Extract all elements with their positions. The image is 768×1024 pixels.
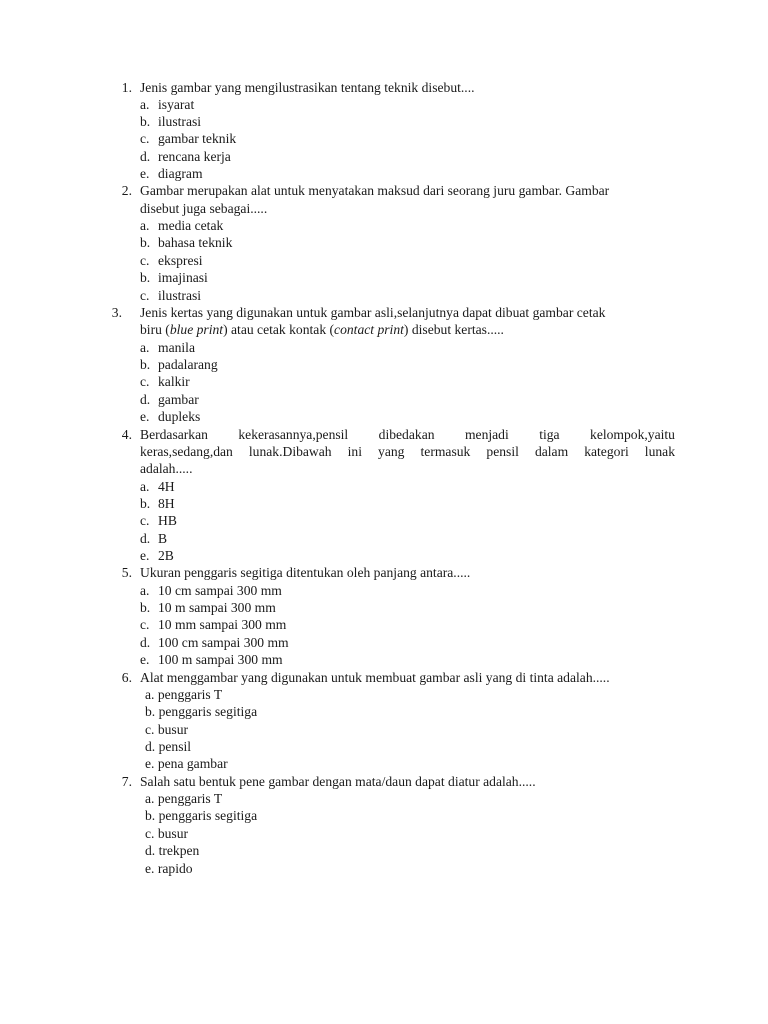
option-text: 10 m sampai 300 mm xyxy=(158,600,276,615)
option-letter: a. xyxy=(140,218,150,233)
option-text: ilustrasi xyxy=(158,288,202,303)
question-text: keras,sedang,dan lunak.Dibawah ini yang termasuk pensil dalam kategori lunak xyxy=(140,444,675,459)
option-text: 10 cm sampai 300 mm xyxy=(158,583,282,598)
option-text: e. rapido xyxy=(145,861,193,876)
option-letter: b. xyxy=(140,496,151,511)
question-text: adalah..... xyxy=(140,461,193,476)
option-letter: d. xyxy=(140,531,151,546)
option-text: a. penggaris T xyxy=(145,687,223,702)
option-text: 2B xyxy=(158,548,174,563)
option-letter: a. xyxy=(140,479,150,494)
option-text: b. penggaris segitiga xyxy=(145,704,258,719)
option-text: padalarang xyxy=(158,357,218,372)
option-text: dupleks xyxy=(158,409,201,424)
option-letter: d. xyxy=(140,635,151,650)
option-text: d. trekpen xyxy=(145,843,200,858)
option-text: bahasa teknik xyxy=(158,235,233,250)
option-letter: b. xyxy=(140,114,151,129)
option-text: 100 m sampai 300 mm xyxy=(158,652,283,667)
option-letter: c. xyxy=(140,617,150,632)
option-letter: e. xyxy=(140,409,150,424)
option-text: manila xyxy=(158,340,195,355)
option-letter: c. xyxy=(140,131,150,146)
question-text: Jenis kertas yang digunakan untuk gambar asli,selanjutnya dapat dibuat gambar cetak xyxy=(140,305,606,320)
question-number: 4. xyxy=(121,427,132,442)
question-text: Berdasarkan kekerasannya,pensil dibedakan menjadi tiga kelompok,yaitu xyxy=(140,427,675,442)
option-letter: a. xyxy=(140,97,150,112)
option-text: c. busur xyxy=(145,826,189,841)
option-letter: e. xyxy=(140,166,150,181)
option-text: d. pensil xyxy=(145,739,192,754)
question-text: Gambar merupakan alat untuk menyatakan maksud dari seorang juru gambar. Gambar xyxy=(140,183,610,198)
option-text: gambar xyxy=(158,392,199,407)
option-text: 100 cm sampai 300 mm xyxy=(158,635,289,650)
question-number: 7. xyxy=(121,774,132,789)
option-text: a. penggaris T xyxy=(145,791,223,806)
option-text: imajinasi xyxy=(158,270,208,285)
option-text: ilustrasi xyxy=(158,114,202,129)
option-text: isyarat xyxy=(158,97,195,112)
italic-term: contact print xyxy=(334,322,404,337)
option-text: c. busur xyxy=(145,722,189,737)
option-text: gambar teknik xyxy=(158,131,237,146)
option-letter: d. xyxy=(140,149,151,164)
option-text: diagram xyxy=(158,166,203,181)
question-text: Ukuran penggaris segitiga ditentukan oleh panjang antara..... xyxy=(140,565,471,580)
option-text: rencana kerja xyxy=(158,149,231,164)
option-letter: b. xyxy=(140,235,151,250)
option-text: b. penggaris segitiga xyxy=(145,808,258,823)
question-text: Alat menggambar yang digunakan untuk membuat gambar asli yang di tinta adalah..... xyxy=(140,670,610,685)
option-letter: c. xyxy=(140,374,150,389)
option-letter: c. xyxy=(140,288,150,303)
option-text: 4H xyxy=(158,479,175,494)
italic-term: blue print xyxy=(169,322,224,337)
question-text: Jenis gambar yang mengilustrasikan tentang teknik disebut.... xyxy=(140,80,475,95)
option-text: B xyxy=(158,531,168,546)
option-letter: e. xyxy=(140,548,150,563)
option-text: kalkir xyxy=(158,374,190,389)
option-text: 8H xyxy=(158,496,175,511)
question-text: biru (blue print) atau cetak kontak (contact print) disebut kertas..... xyxy=(140,322,504,337)
option-letter: d. xyxy=(140,392,151,407)
option-text: e. pena gambar xyxy=(145,756,228,771)
question-text: disebut juga sebagai..... xyxy=(140,201,268,216)
question-number: 3. xyxy=(111,305,122,320)
option-letter: e. xyxy=(140,652,150,667)
option-text: 10 mm sampai 300 mm xyxy=(158,617,287,632)
option-letter: c. xyxy=(140,513,150,528)
option-letter: b. xyxy=(140,357,151,372)
question-number: 6. xyxy=(121,670,132,685)
question-number: 2. xyxy=(121,183,132,198)
question-number: 5. xyxy=(121,565,132,580)
option-text: media cetak xyxy=(158,218,224,233)
question-number: 1. xyxy=(121,80,132,95)
option-text: ekspresi xyxy=(158,253,203,268)
option-letter: a. xyxy=(140,583,150,598)
question-text: Salah satu bentuk pene gambar dengan mata/daun dapat diatur adalah..... xyxy=(140,774,536,789)
option-text: HB xyxy=(158,513,177,528)
option-letter: b. xyxy=(140,270,151,285)
option-letter: a. xyxy=(140,340,150,355)
option-letter: c. xyxy=(140,253,150,268)
option-letter: b. xyxy=(140,600,151,615)
